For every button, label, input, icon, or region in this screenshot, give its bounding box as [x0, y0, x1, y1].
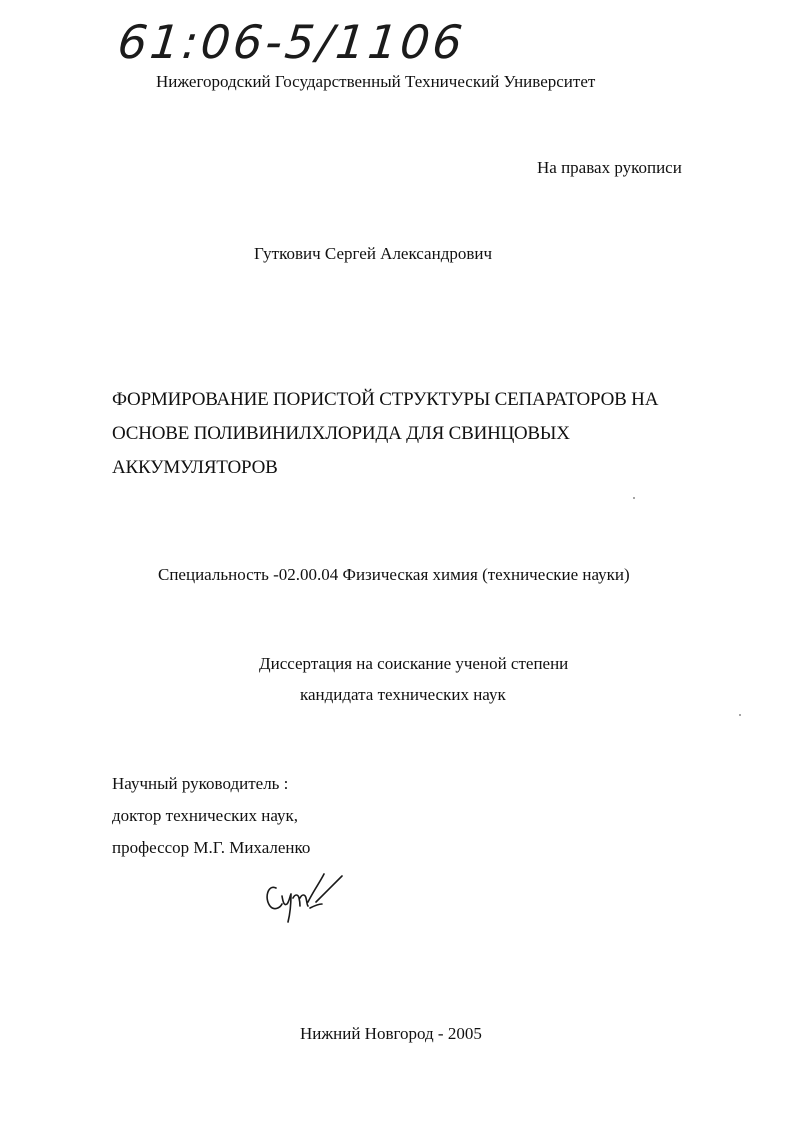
rights-note: На правах рукописи: [537, 158, 682, 177]
catalog-number-text: 61:06-5/1106: [115, 15, 468, 69]
scan-speck: [739, 714, 741, 716]
title-line: ОСНОВЕ ПОЛИВИНИЛХЛОРИДА ДЛЯ СВИНЦОВЫХ: [112, 423, 570, 444]
signature-mark: [262, 868, 362, 928]
supervisor-label: Научный руководитель :: [112, 774, 289, 793]
university-name: Нижегородский Государственный Технический Университет: [156, 72, 596, 91]
supervisor-degree: доктор технических наук,: [112, 806, 299, 825]
author-name: Гуткович Сергей Александрович: [254, 244, 493, 263]
degree-line-2: кандидата технических наук: [300, 685, 506, 704]
degree-line-1: Диссертация на соискание ученой степени: [259, 654, 569, 673]
specialty-line: Специальность -02.00.04 Физическая химия (технические науки): [158, 565, 630, 584]
supervisor-name: профессор М.Г. Михаленко: [112, 838, 311, 857]
dissertation-title: [112, 383, 732, 485]
title-line: АККУМУЛЯТОРОВ: [112, 457, 278, 478]
handwritten-catalog-number: [115, 14, 468, 74]
scan-speck: [633, 497, 635, 499]
place-and-year: Нижний Новгород - 2005: [300, 1024, 482, 1043]
title-line: ФОРМИРОВАНИЕ ПОРИСТОЙ СТРУКТУРЫ СЕПАРАТОРОВ НА: [112, 389, 659, 410]
